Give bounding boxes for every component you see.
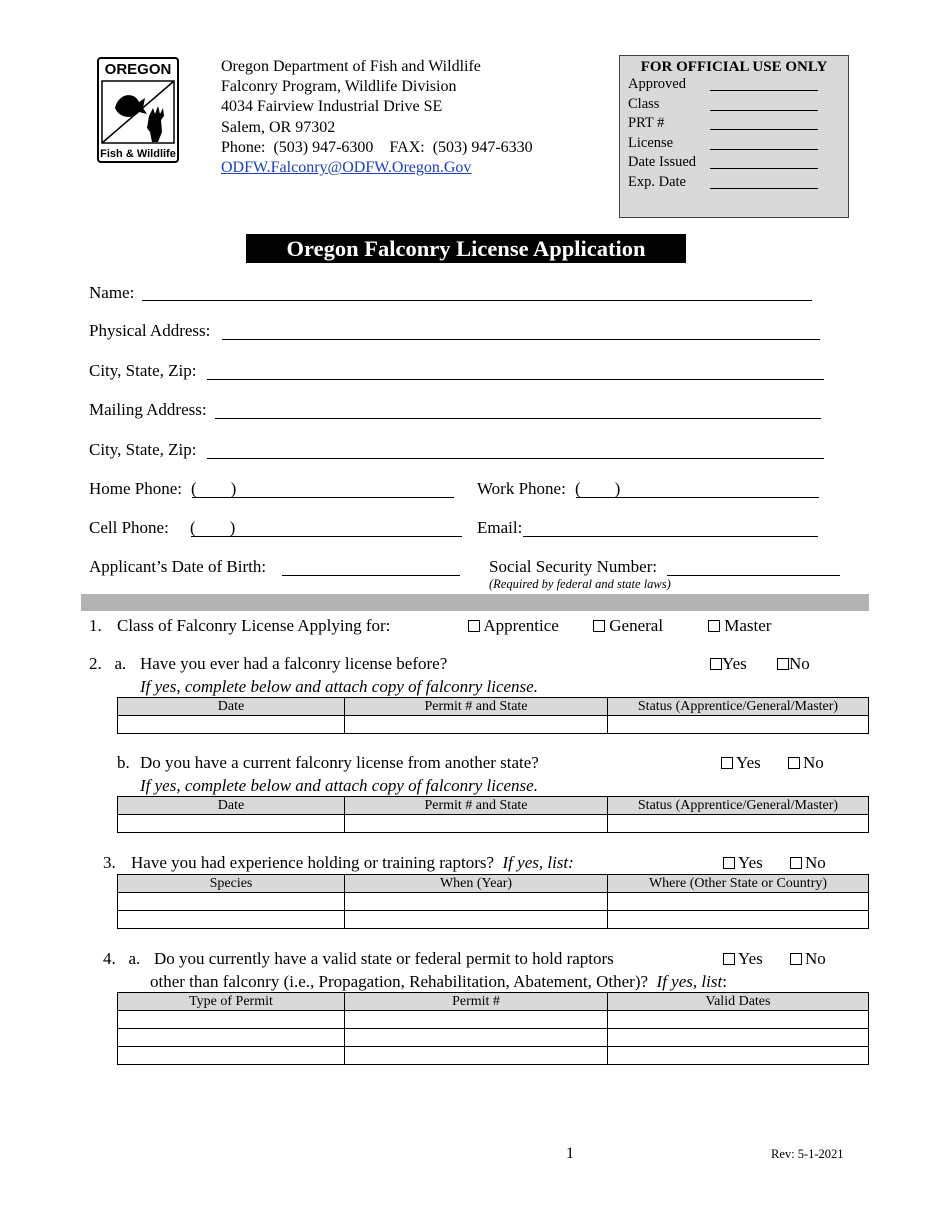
apprentice-checkbox[interactable]	[468, 620, 480, 632]
q2a-col-status: Status (Apprentice/General/Master)	[608, 698, 869, 716]
general-checkbox[interactable]	[593, 620, 605, 632]
org-line: Oregon Department of Fish and Wildlife	[221, 58, 481, 75]
q2b-col-status: Status (Apprentice/General/Master)	[608, 797, 869, 815]
email-link[interactable]: ODFW.Falconry@ODFW.Oregon.Gov	[221, 159, 472, 177]
q2b-no-option[interactable]	[788, 753, 824, 773]
table-cell[interactable]	[345, 1047, 608, 1065]
table-cell[interactable]	[118, 716, 345, 734]
q4-prefix: 4. a.	[103, 949, 141, 968]
official-prt-label: PRT #	[628, 115, 665, 131]
official-approved-label: Approved	[628, 76, 686, 92]
mailing-city-state-zip-input-line[interactable]	[207, 458, 824, 459]
q3-yes-checkbox[interactable]	[723, 857, 735, 869]
q3-col-species: Species	[118, 875, 345, 893]
q2b-prefix: b.	[117, 753, 130, 772]
name-label: Name:	[89, 283, 135, 302]
q4-table	[117, 992, 869, 1065]
q3-col-when: When (Year)	[345, 875, 608, 893]
q3-no-option[interactable]	[790, 853, 826, 873]
q2b-col-permit: Permit # and State	[345, 797, 608, 815]
table-cell[interactable]	[345, 893, 608, 911]
table-cell[interactable]	[118, 911, 345, 929]
table-cell[interactable]	[608, 1011, 869, 1029]
ssn-note: (Required by federal and state laws)	[489, 577, 671, 591]
q4-col-permit: Permit #	[345, 993, 608, 1011]
work-phone-label: Work Phone:	[477, 479, 566, 498]
q1-master-option[interactable]	[708, 616, 771, 636]
org-line: Phone: (503) 947-6300 FAX: (503) 947-6330	[221, 138, 533, 156]
q3-col-where: Where (Other State or Country)	[608, 875, 869, 893]
email-input-line[interactable]	[523, 536, 818, 537]
section-divider	[81, 594, 869, 611]
q3-text: Have you had experience holding or training raptors?	[131, 853, 495, 872]
q1-apprentice-option[interactable]	[468, 616, 559, 636]
q4-no-option[interactable]	[790, 949, 826, 969]
q2a-table	[117, 697, 869, 734]
physical-address-label: Physical Address:	[89, 321, 211, 340]
q4-text2: other than falconry (i.e., Propagation, Rehabilitation, Abatement, Other)?	[150, 972, 649, 991]
official-license-label: License	[628, 134, 674, 151]
official-date-issued-line[interactable]	[710, 168, 818, 169]
table-cell[interactable]	[608, 893, 869, 911]
page-title: Oregon Falconry License Application	[246, 234, 686, 263]
home-phone-input-line[interactable]	[192, 497, 454, 498]
q2a-no-option[interactable]	[777, 654, 810, 674]
q4-text-line2: other than falconry (i.e., Propagation, Rehabilitation, Abatement, Other)? If yes, list:	[150, 972, 727, 991]
q2a-note: If yes, complete below and attach copy of falconry license.	[140, 677, 538, 696]
table-cell[interactable]	[118, 1047, 345, 1065]
home-phone-area-code: ( )	[191, 479, 237, 498]
q4-yes-label: Yes	[738, 949, 763, 968]
q4-col-type: Type of Permit	[118, 993, 345, 1011]
master-label: Master	[724, 616, 772, 635]
q2b-col-date: Date	[118, 797, 345, 815]
org-line: Falconry Program, Wildlife Division	[221, 78, 457, 96]
official-class-label: Class	[628, 95, 660, 112]
q2a-col-permit: Permit # and State	[345, 698, 608, 716]
cell-phone-label: Cell Phone:	[89, 518, 169, 537]
email-label: Email:	[477, 518, 523, 537]
official-use-box	[619, 55, 849, 218]
work-phone-input-line[interactable]	[576, 497, 819, 498]
q1-general-option[interactable]	[593, 616, 663, 636]
logo-top-text: OREGON	[104, 61, 172, 78]
mailing-city-state-zip-label: City, State, Zip:	[89, 440, 197, 459]
table-cell[interactable]	[345, 1011, 608, 1029]
ssn-label: Social Security Number:	[489, 557, 658, 576]
table-cell[interactable]	[345, 815, 608, 833]
master-checkbox[interactable]	[708, 620, 720, 632]
q2b-no-label: No	[803, 753, 824, 772]
official-exp-date-line[interactable]	[710, 188, 818, 189]
q2a-col-date: Date	[118, 698, 345, 716]
q3-yes-option[interactable]	[723, 853, 763, 873]
q2b-yes-option[interactable]	[721, 753, 761, 773]
cell-phone-area-code: ( )	[190, 518, 236, 537]
name-input-line[interactable]	[142, 300, 812, 301]
official-class-line[interactable]	[710, 110, 818, 111]
q2b-yes-label: Yes	[736, 753, 761, 772]
table-cell[interactable]	[608, 716, 869, 734]
org-line: Salem, OR 97302	[221, 118, 336, 136]
table-cell[interactable]	[345, 716, 608, 734]
org-line: 4034 Fairview Industrial Drive SE	[221, 98, 443, 116]
q2a-yes-label: Yes	[722, 654, 747, 673]
apprentice-label: Apprentice	[483, 616, 559, 635]
home-phone-label: Home Phone:	[89, 479, 183, 498]
official-exp-date-label: Exp. Date	[628, 173, 686, 190]
q3-no-label: No	[805, 853, 826, 872]
fish-deer-icon	[101, 80, 175, 144]
official-use-title: FOR OFFICIAL USE ONLY	[640, 59, 828, 75]
table-cell[interactable]	[118, 815, 345, 833]
q2a-yes-option[interactable]	[710, 654, 747, 674]
q3-text-line	[131, 853, 574, 873]
official-approved-line[interactable]	[710, 90, 818, 91]
q4-yes-checkbox[interactable]	[723, 953, 735, 965]
q4-yes-option[interactable]	[723, 949, 763, 969]
table-cell[interactable]	[608, 1029, 869, 1047]
cell-phone-input-line[interactable]	[191, 536, 462, 537]
mailing-address-input-line[interactable]	[215, 418, 821, 419]
table-cell[interactable]	[345, 1029, 608, 1047]
q2a-text: Have you ever had a falconry license before?	[140, 654, 448, 673]
q4-col-dates: Valid Dates	[608, 993, 869, 1011]
logo-bottom-text: Fish & Wildlife	[100, 148, 176, 160]
official-license-line[interactable]	[710, 149, 818, 150]
official-prt-line[interactable]	[710, 129, 818, 130]
odfw-logo	[97, 57, 179, 163]
q2b-no-checkbox[interactable]	[788, 757, 800, 769]
dob-label: Applicant’s Date of Birth:	[89, 557, 267, 576]
q2b-text: Do you have a current falconry license from another state?	[140, 753, 539, 772]
q3-yes-label: Yes	[738, 853, 763, 872]
table-cell[interactable]	[608, 815, 869, 833]
q3-note: If yes, list:	[502, 853, 574, 872]
q2a-no-label: No	[789, 654, 810, 673]
work-phone-area-code: ( )	[575, 479, 621, 498]
q2b-table	[117, 796, 869, 833]
revision-date: Rev: 5-1-2021	[771, 1147, 844, 1161]
table-cell[interactable]	[118, 1029, 345, 1047]
q4-text: Do you currently have a valid state or federal permit to hold raptors	[154, 949, 614, 968]
q2a-prefix: 2. a.	[89, 654, 127, 673]
q3-prefix: 3.	[103, 853, 116, 872]
org-info	[221, 57, 533, 178]
table-cell[interactable]	[608, 1047, 869, 1065]
q2b-note: If yes, complete below and attach copy of falconry license.	[140, 776, 538, 795]
table-cell[interactable]	[608, 911, 869, 929]
q3-table	[117, 874, 869, 929]
table-cell[interactable]	[345, 911, 608, 929]
table-cell[interactable]	[118, 893, 345, 911]
city-state-zip-input-line[interactable]	[207, 379, 824, 380]
q1-number: 1.	[89, 616, 102, 635]
q2a-no-checkbox[interactable]	[777, 658, 789, 670]
q1-text: Class of Falconry License Applying for:	[117, 616, 391, 635]
page-number: 1	[566, 1145, 574, 1162]
ssn-input-line[interactable]	[667, 575, 840, 576]
physical-address-input-line[interactable]	[222, 339, 820, 340]
general-label: General	[609, 616, 664, 635]
dob-input-line[interactable]	[282, 575, 460, 576]
city-state-zip-label: City, State, Zip:	[89, 361, 197, 380]
q4-no-checkbox[interactable]	[790, 953, 802, 965]
q2a-yes-checkbox[interactable]	[710, 658, 722, 670]
q4-note: If yes, list	[656, 972, 723, 991]
q3-no-checkbox[interactable]	[790, 857, 802, 869]
q2b-yes-checkbox[interactable]	[721, 757, 733, 769]
q4-no-label: No	[805, 949, 826, 968]
official-date-issued-label: Date Issued	[628, 154, 697, 170]
table-cell[interactable]	[118, 1011, 345, 1029]
mailing-address-label: Mailing Address:	[89, 400, 207, 419]
